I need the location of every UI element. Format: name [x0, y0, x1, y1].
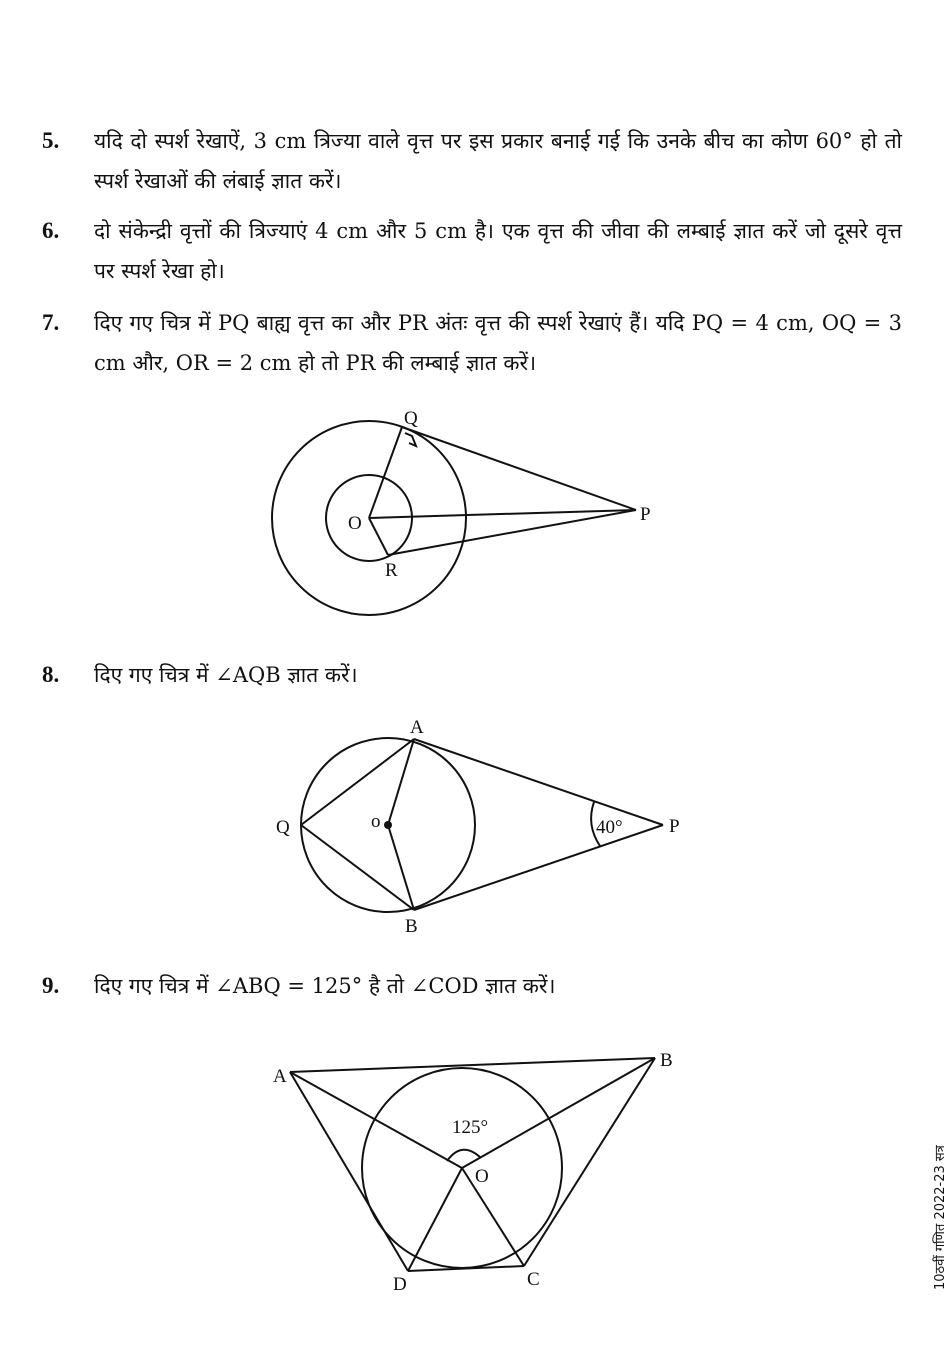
question-number: 6. [42, 218, 60, 243]
label-p: P [669, 816, 680, 837]
label-a: A [273, 1066, 287, 1087]
label-a: A [410, 717, 424, 738]
radius-oq [369, 427, 402, 518]
tangent-pb [414, 825, 663, 910]
label-o: O [348, 513, 362, 534]
question-number: 7. [42, 310, 60, 335]
angle-label: 125° [452, 1117, 489, 1138]
question-text: दो संकेन्द्री वृत्तों की त्रिज्याएं 4 cm और 5 cm है। एक वृत्त की जीवा की लम्बाई ज्ञात करें जो दूसरे वृत्त पर स्पर्श रेखा हो। [94, 219, 902, 283]
radius-oa [388, 739, 414, 825]
label-b: B [405, 916, 418, 937]
label-c: C [527, 1269, 540, 1290]
question-text: दिए गए चित्र में PQ बाह्य वृत्त का और PR अंतः वृत्त की स्पर्श रेखाएं हैं। यदि PQ = 4 cm, OQ = 3 cm और, OR = 2 cm हो तो PR की लम्बाई ज्ञात करें। [94, 311, 902, 375]
label-o: O [475, 1166, 489, 1187]
chord-qa [301, 739, 414, 825]
center-point [384, 821, 392, 829]
label-q: Q [276, 817, 290, 838]
segment-do [408, 1168, 462, 1271]
label-r: R [385, 560, 398, 581]
question-text: दिए गए चित्र में ∠ABQ = 125° है तो ∠COD ज्ञात करें। [94, 974, 556, 998]
radius-ob [388, 825, 414, 910]
angle-label: 40° [596, 817, 623, 838]
side-da [290, 1072, 408, 1271]
label-b: B [660, 1050, 673, 1071]
question-text: दिए गए चित्र में ∠AQB ज्ञात करें। [94, 663, 358, 687]
radius-or [369, 518, 388, 555]
label-d: D [393, 1274, 407, 1295]
question-number: 9. [42, 973, 60, 998]
right-angle-mark [405, 433, 416, 446]
side-bc [524, 1058, 655, 1266]
side-note-text: 10ठवीं गणित 2022-23 सत्र [933, 1145, 948, 1290]
segment-co [462, 1168, 524, 1266]
label-o: o [371, 811, 381, 832]
question-text: यदि दो स्पर्श रेखाऐं, 3 cm त्रिज्या वाले वृत्त पर इस प्रकार बनाई गई कि उनके बीच का कोण 60° हो तो स्पर्श रेखाओं की लंबाई ज्ञात करें। [94, 129, 902, 193]
label-q: Q [404, 408, 418, 429]
tangent-pa [414, 739, 663, 825]
figure-7 [272, 421, 636, 615]
chord-qb [301, 825, 414, 910]
segment-bo [462, 1058, 655, 1168]
side-margin-note [900, 1120, 948, 1300]
label-p: P [640, 504, 651, 525]
side-cd [408, 1266, 524, 1271]
figure-9 [290, 1058, 655, 1271]
segment-ao [290, 1072, 462, 1168]
question-number: 8. [42, 662, 60, 687]
tangent-pq [402, 427, 636, 510]
side-ab [290, 1058, 655, 1072]
question-number: 5. [42, 128, 60, 153]
